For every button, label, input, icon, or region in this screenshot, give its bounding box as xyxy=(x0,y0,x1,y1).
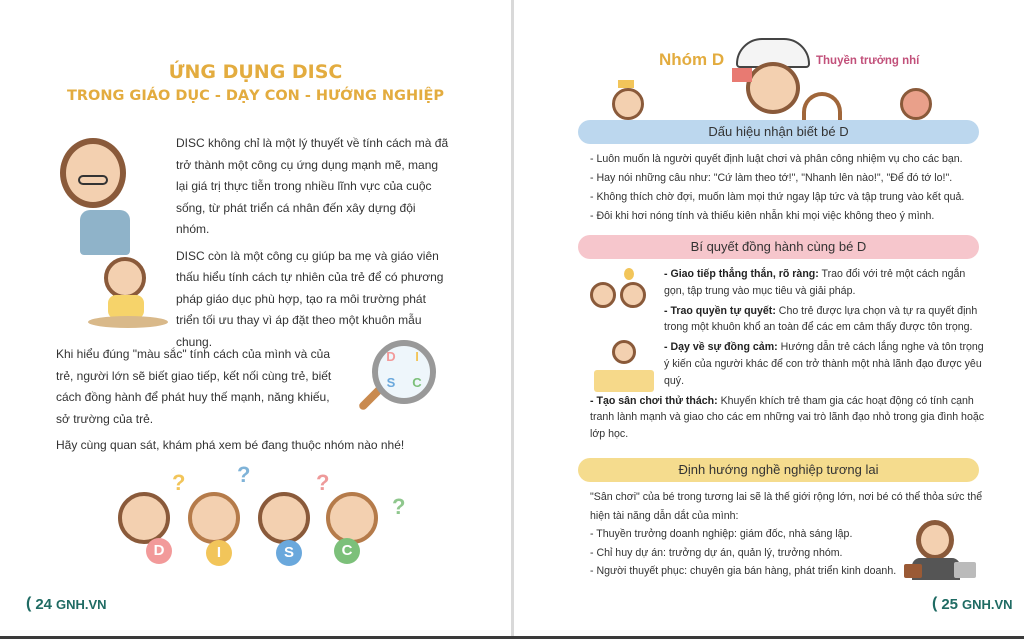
group-title: Nhóm D xyxy=(659,50,725,69)
career-block xyxy=(590,488,990,581)
kid-letter-d: D xyxy=(146,538,172,564)
career-intro: "Sân chơi" của bé trong tương lai sẽ là thế giới rộng lớn, nơi bé có thể thỏa sức thể hiện tài năng dẫn dắt của mình: xyxy=(590,491,983,522)
intro-paragraph-4: Hãy cùng quan sát, khám phá xem bé đang thuộc nhóm nào nhé! xyxy=(56,438,405,452)
magnifier-letter-s: S xyxy=(386,375,396,390)
tip-label: - Giao tiếp thẳng thắn, rõ ràng: xyxy=(664,268,819,280)
tip-item xyxy=(590,393,986,443)
tips-list xyxy=(590,266,986,446)
left-page xyxy=(0,0,511,636)
page-number: 25 xyxy=(941,595,959,613)
list-item: - Luôn muốn là người quyết định luật chơi và phân công nhiệm vụ cho các bạn. xyxy=(590,153,963,165)
page-footer xyxy=(26,595,107,613)
list-item: - Đôi khi hơi nóng tính và thiếu kiên nhẫn khi mọi việc không theo ý mình. xyxy=(590,210,935,222)
section-header-tips: Bí quyết đồng hành cùng bé D xyxy=(578,235,979,259)
page-number: 24 xyxy=(35,595,53,613)
list-item: - Chỉ huy dự án: trưởng dự án, quản lý, trưởng nhóm. xyxy=(590,546,843,559)
magnifier-letter-i: I xyxy=(415,349,419,364)
kid-letter-s: S xyxy=(276,540,302,566)
tip-text: Khuyến khích trẻ tham gia các hoạt động có tính cạnh tranh lành mạnh và giao cho các em những vai trò lãnh đạo nhỏ trong gia đình hoặc lớp học. xyxy=(590,394,985,441)
list-item: - Không thích chờ đợi, muốn làm mọi thứ ngay lập tức và tập trung vào kết quả. xyxy=(590,191,965,203)
list-item: - Hay nói những câu như: "Cứ làm theo tớ!", "Nhanh lên nào!", "Để đó tớ lo!". xyxy=(590,172,953,184)
tip-item xyxy=(590,339,986,389)
moon-logo-icon: ( xyxy=(932,595,938,612)
page-title: ỨNG DỤNG DISC xyxy=(168,61,343,83)
tip-item xyxy=(590,303,986,337)
magnifier-letter-d: D xyxy=(386,349,396,364)
magnifier-letter-c: C xyxy=(412,375,422,390)
intro-paragraph-1: DISC không chỉ là một lý thuyết về tính cách mà đã trở thành một công cụ ứng dụng mạnh mẽ, mang lại giá trị thực tiễn trong nhiều lĩnh vực của cuộc sống, từ phát triển cá nhân đến xây dựng đội nhóm. xyxy=(176,136,449,236)
intro-paragraph-2: DISC còn là một công cụ giúp ba mẹ và giáo viên thấu hiểu tính cách tự nhiên của trẻ để có phương pháp giáo dục phù hợp, tạo ra môi trường phát triển tối ưu thay vì áp đặt theo một khuôn mẫu chung. xyxy=(176,248,444,349)
right-page xyxy=(514,0,1024,636)
moon-logo-icon: ( xyxy=(26,595,32,612)
kid-letter-c: C xyxy=(334,538,360,564)
tip-label: - Tạo sân chơi thử thách: xyxy=(590,394,718,407)
page-footer xyxy=(932,595,1013,613)
signs-list xyxy=(590,150,1010,226)
question-mark-icon: ? xyxy=(172,470,186,495)
tip-text: Hướng dẫn trẻ cách lắng nghe và tôn trọng ý kiến của người khác để con trở thành một nhà lãnh đạo được yêu quý. xyxy=(664,341,984,387)
group-subtitle: Thuyền trưởng nhí xyxy=(816,55,920,67)
question-mark-icon: ? xyxy=(237,462,251,487)
career-list xyxy=(590,525,900,581)
kid-letter-i: I xyxy=(206,540,232,566)
intro-paragraph-3: Khi hiểu đúng "màu sắc" tính cách của mình và của trẻ, người lớn sẽ biết giao tiếp, kết nối cùng trẻ, biết cách đồng hành để phát huy thế mạnh, năng khiếu, sở trường của trẻ. xyxy=(56,347,332,426)
intro-block-top xyxy=(176,133,451,358)
section-header-signs: Dấu hiệu nhận biết bé D xyxy=(578,120,979,144)
question-mark-icon: ? xyxy=(316,470,330,495)
tip-label: - Trao quyền tự quyết: xyxy=(664,304,776,317)
brand-name: GNH.VN xyxy=(56,596,107,612)
tip-item xyxy=(590,266,986,300)
list-item: - Thuyền trưởng doanh nghiệp: giám đốc, nhà sáng lập. xyxy=(590,528,853,540)
question-mark-icon: ? xyxy=(392,494,406,519)
tip-text: Trao đổi với trẻ một cách ngắn gọn, tập trung vào mục tiêu và giải pháp. xyxy=(664,268,966,297)
brand-name: GNH.VN xyxy=(962,596,1013,612)
tip-label: - Dạy về sự đồng cảm: xyxy=(664,341,778,354)
list-item: - Người thuyết phục: chuyên gia bán hàng, phát triển kinh doanh. xyxy=(590,565,897,577)
section-header-career: Định hướng nghề nghiệp tương lai xyxy=(578,458,979,482)
page-subtitle: TRONG GIÁO DỤC - DẠY CON - HƯỚNG NGHIỆP xyxy=(66,88,445,104)
tip-text: Cho trẻ được lựa chọn và tự ra quyết định trong một khuôn khổ an toàn để các em cảm thấy được tôn trọng. xyxy=(664,304,978,334)
